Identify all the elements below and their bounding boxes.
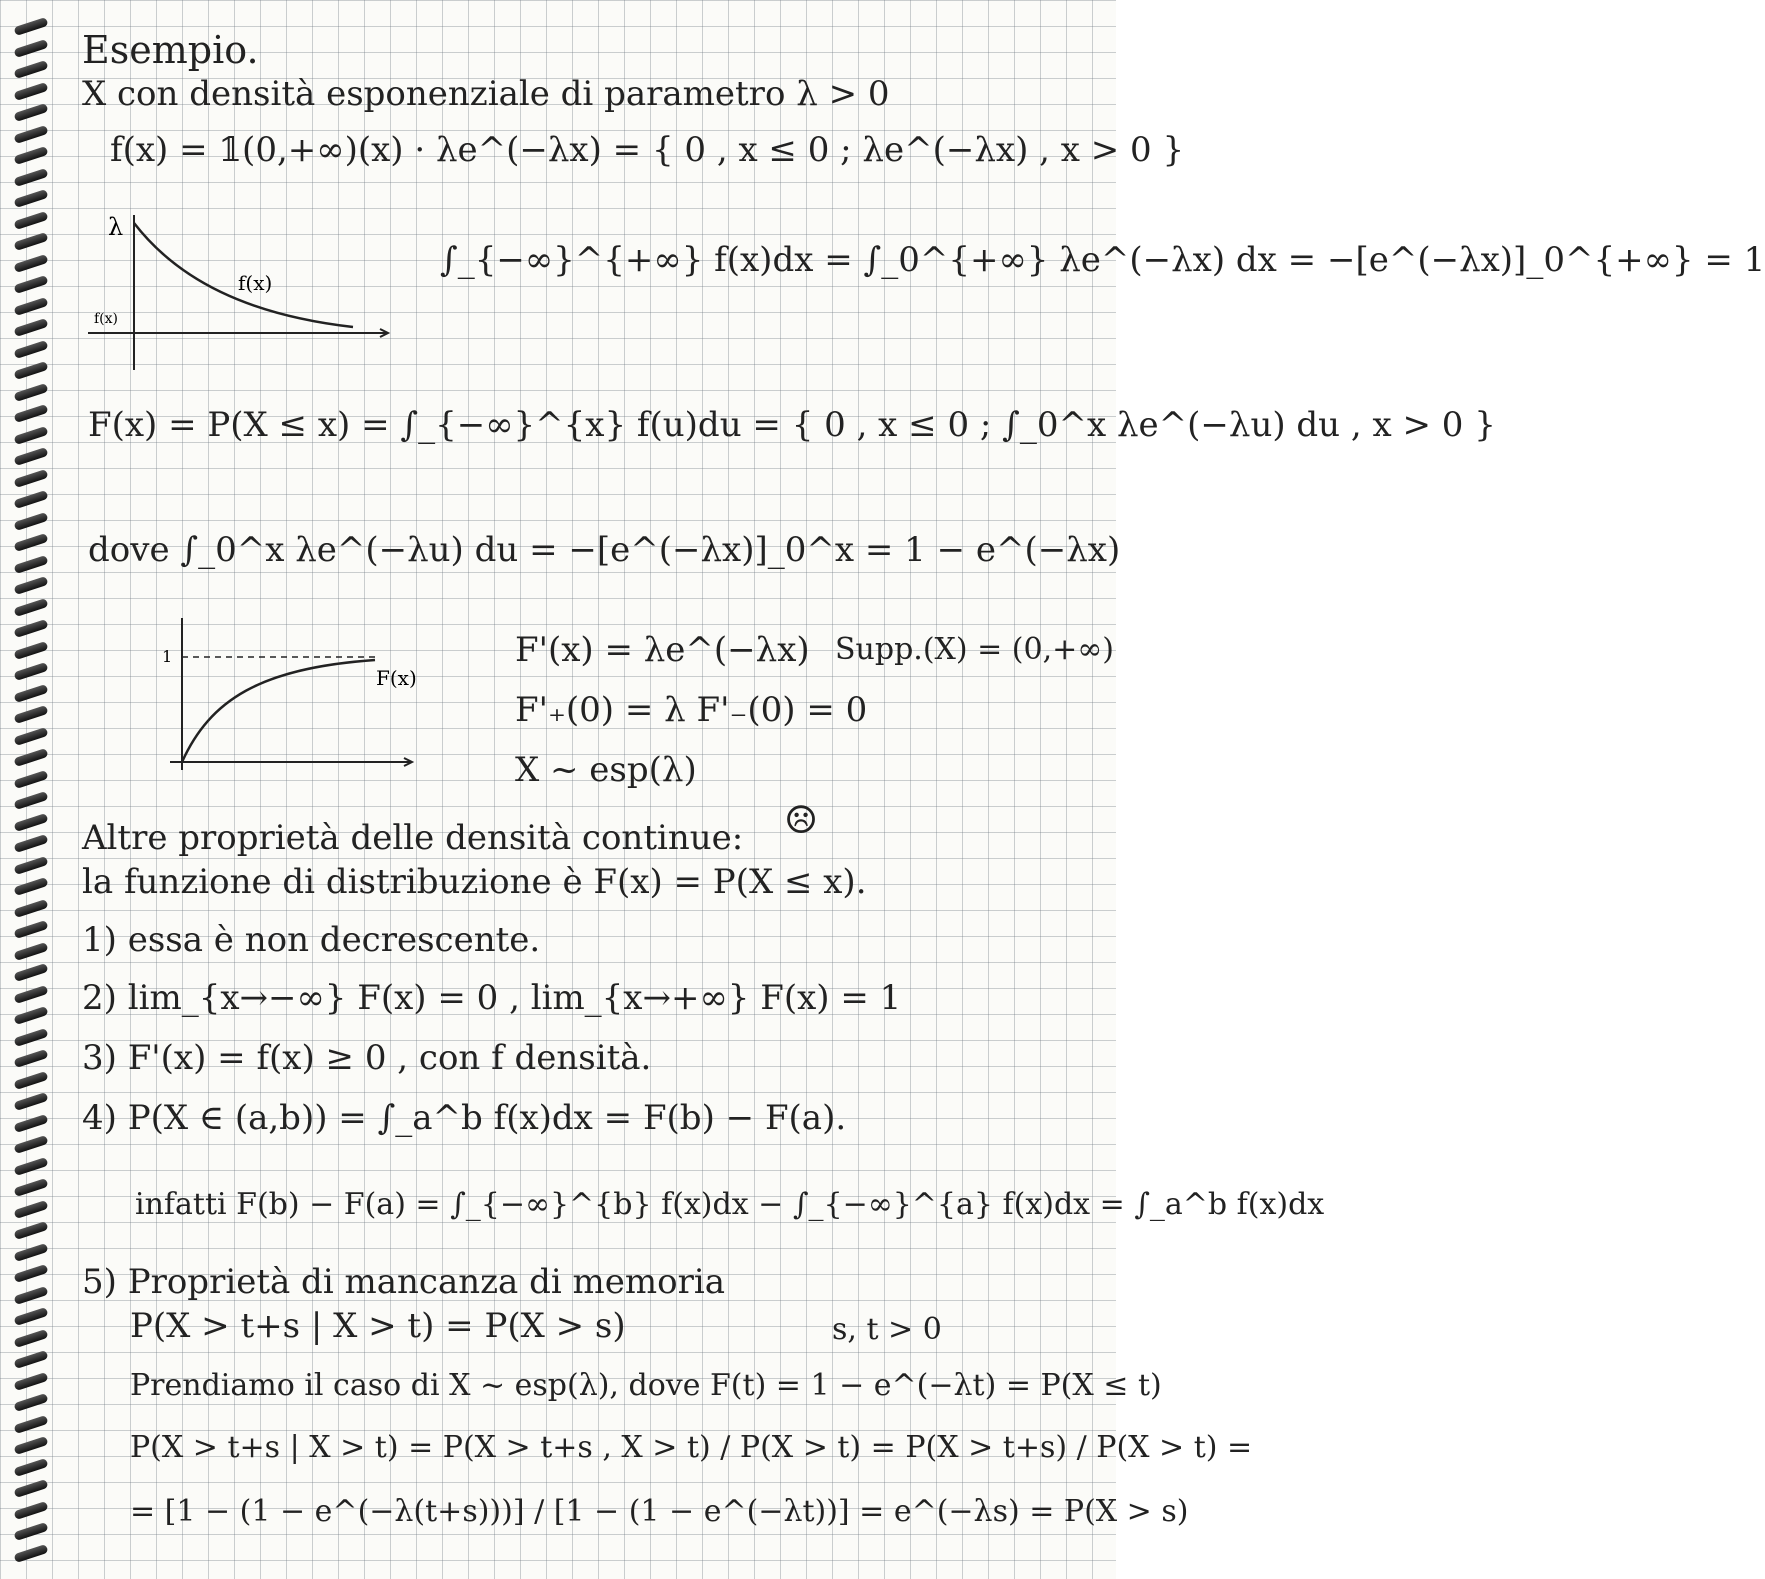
spiral-ring — [13, 1264, 48, 1283]
cdf-definition: F(x) = P(X ≤ x) = ∫_{−∞}^{x} f(u)du = { 0 , x ≤ 0 ; ∫_0^x λe^(−λu) du , x > 0 } — [88, 405, 1496, 445]
spiral-ring — [13, 1092, 48, 1111]
spiral-ring — [13, 1221, 48, 1240]
spiral-ring — [13, 124, 48, 143]
spiral-ring — [13, 877, 48, 896]
calculation-line-2: = [1 − (1 − e^(−λ(t+s)))] / [1 − (1 − e^(−λt))] = e^(−λs) = P(X > s) — [130, 1494, 1189, 1529]
heading: Esempio. — [82, 28, 259, 72]
spiral-ring — [13, 146, 48, 165]
exponential-case: Prendiamo il caso di X ~ esp(λ), dove F(t) = 1 − e^(−λt) = P(X ≤ t) — [130, 1368, 1162, 1403]
spiral-ring — [13, 705, 48, 724]
spiral-ring — [13, 38, 48, 57]
spiral-ring — [13, 941, 48, 960]
spiral-ring — [13, 662, 48, 681]
spiral-ring — [13, 1307, 48, 1326]
curve-label: F(x) — [376, 666, 417, 690]
notation-line: X ~ esp(λ) — [515, 750, 697, 790]
spiral-ring — [13, 791, 48, 810]
intro-line: X con densità esponenziale di parametro λ > 0 — [82, 74, 890, 114]
cdf-curve — [182, 660, 375, 762]
memoryless-statement: P(X > t+s | X > t) = P(X > s) — [130, 1306, 626, 1346]
cdf-plot — [150, 610, 440, 780]
frown-emoticon: ☹ — [784, 798, 819, 842]
spiral-ring — [13, 1479, 48, 1498]
property-2: 2) lim_{x→−∞} F(x) = 0 , lim_{x→+∞} F(x) = 1 — [82, 978, 902, 1018]
spiral-ring — [13, 167, 48, 186]
spiral-ring — [13, 554, 48, 573]
spiral-ring — [13, 834, 48, 853]
support-line: Supp.(X) = (0,+∞) — [835, 632, 1114, 667]
spiral-ring — [13, 920, 48, 939]
spiral-ring — [13, 253, 48, 272]
derivative-line: F'(x) = λe^(−λx) — [515, 630, 810, 670]
calculation-line-1: P(X > t+s | X > t) = P(X > t+s , X > t) / P(X > t) = P(X > t+s) / P(X > t) = — [130, 1430, 1253, 1465]
spiral-ring — [13, 1328, 48, 1347]
spiral-ring — [13, 748, 48, 767]
spiral-binding — [0, 0, 62, 1579]
spiral-ring — [13, 189, 48, 208]
spiral-ring — [13, 339, 48, 358]
spiral-ring — [13, 490, 48, 509]
property-1: 1) essa è non decrescente. — [82, 920, 541, 960]
spiral-ring — [13, 640, 48, 659]
spiral-ring — [13, 619, 48, 638]
spiral-ring — [13, 1242, 48, 1261]
spiral-ring — [13, 1350, 48, 1369]
side-derivatives-line: F'₊(0) = λ F'₋(0) = 0 — [515, 690, 868, 730]
spiral-ring — [13, 1522, 48, 1541]
spiral-ring — [13, 1006, 48, 1025]
spiral-ring — [13, 1393, 48, 1412]
spiral-ring — [13, 1049, 48, 1068]
spiral-ring — [13, 361, 48, 380]
spiral-ring — [13, 103, 48, 122]
spiral-ring — [13, 769, 48, 788]
spiral-ring — [13, 296, 48, 315]
spiral-ring — [13, 1285, 48, 1304]
spiral-ring — [13, 275, 48, 294]
left-label: f(x) — [94, 311, 119, 327]
spiral-ring — [13, 1500, 48, 1519]
spiral-ring — [13, 1543, 48, 1562]
spiral-ring — [13, 447, 48, 466]
asymptote-label: 1 — [162, 647, 173, 666]
property-4: 4) P(X ∈ (a,b)) = ∫_a^b f(x)dx = F(b) − F(a). — [82, 1098, 847, 1138]
density-definition: f(x) = 𝟙(0,+∞)(x) · λe^(−λx) = { 0 , x ≤ 0 ; λe^(−λx) , x > 0 } — [110, 130, 1185, 170]
properties-intro: la funzione di distribuzione è F(x) = P(X ≤ x). — [82, 862, 867, 902]
spiral-ring — [13, 1199, 48, 1218]
spiral-ring — [13, 468, 48, 487]
density-integral: ∫_{−∞}^{+∞} f(x)dx = ∫_0^{+∞} λe^(−λx) dx = −[e^(−λx)]_0^{+∞} = 1 — [440, 240, 1765, 280]
spiral-ring — [13, 210, 48, 229]
spiral-ring — [13, 576, 48, 595]
cdf-evaluation: dove ∫_0^x λe^(−λu) du = −[e^(−λx)]_0^x = 1 − e^(−λx) — [88, 530, 1121, 570]
spiral-ring — [13, 382, 48, 401]
spiral-ring — [13, 1113, 48, 1132]
spiral-ring — [13, 812, 48, 831]
spiral-ring — [13, 597, 48, 616]
spiral-ring — [13, 318, 48, 337]
spiral-ring — [13, 1371, 48, 1390]
spiral-ring — [13, 81, 48, 100]
spiral-ring — [13, 898, 48, 917]
spiral-ring — [13, 60, 48, 79]
spiral-ring — [13, 963, 48, 982]
property-4-proof: infatti F(b) − F(a) = ∫_{−∞}^{b} f(x)dx − ∫_{−∞}^{a} f(x)dx = ∫_a^b f(x)dx — [135, 1187, 1325, 1222]
spiral-ring — [13, 1414, 48, 1433]
spiral-ring — [13, 1135, 48, 1154]
spiral-ring — [13, 726, 48, 745]
spiral-ring — [13, 1457, 48, 1476]
spiral-ring — [13, 425, 48, 444]
spiral-ring — [13, 404, 48, 423]
spiral-ring — [13, 232, 48, 251]
spiral-ring — [13, 17, 48, 36]
spiral-ring — [13, 511, 48, 530]
spiral-ring — [13, 533, 48, 552]
property-5: 5) Proprietà di mancanza di memoria — [82, 1262, 726, 1302]
curve-label: f(x) — [238, 271, 273, 295]
spiral-ring — [13, 683, 48, 702]
spiral-ring — [13, 1070, 48, 1089]
properties-title: Altre proprietà delle densità continue: — [82, 818, 744, 858]
property-3: 3) F'(x) = f(x) ≥ 0 , con f densità. — [82, 1038, 652, 1078]
spiral-ring — [13, 984, 48, 1003]
spiral-ring — [13, 1156, 48, 1175]
spiral-ring — [13, 855, 48, 874]
spiral-ring — [13, 1178, 48, 1197]
memoryless-condition: s, t > 0 — [832, 1312, 942, 1347]
spiral-ring — [13, 1436, 48, 1455]
y-axis-label: λ — [108, 213, 124, 241]
spiral-ring — [13, 1027, 48, 1046]
density-plot — [88, 205, 398, 375]
